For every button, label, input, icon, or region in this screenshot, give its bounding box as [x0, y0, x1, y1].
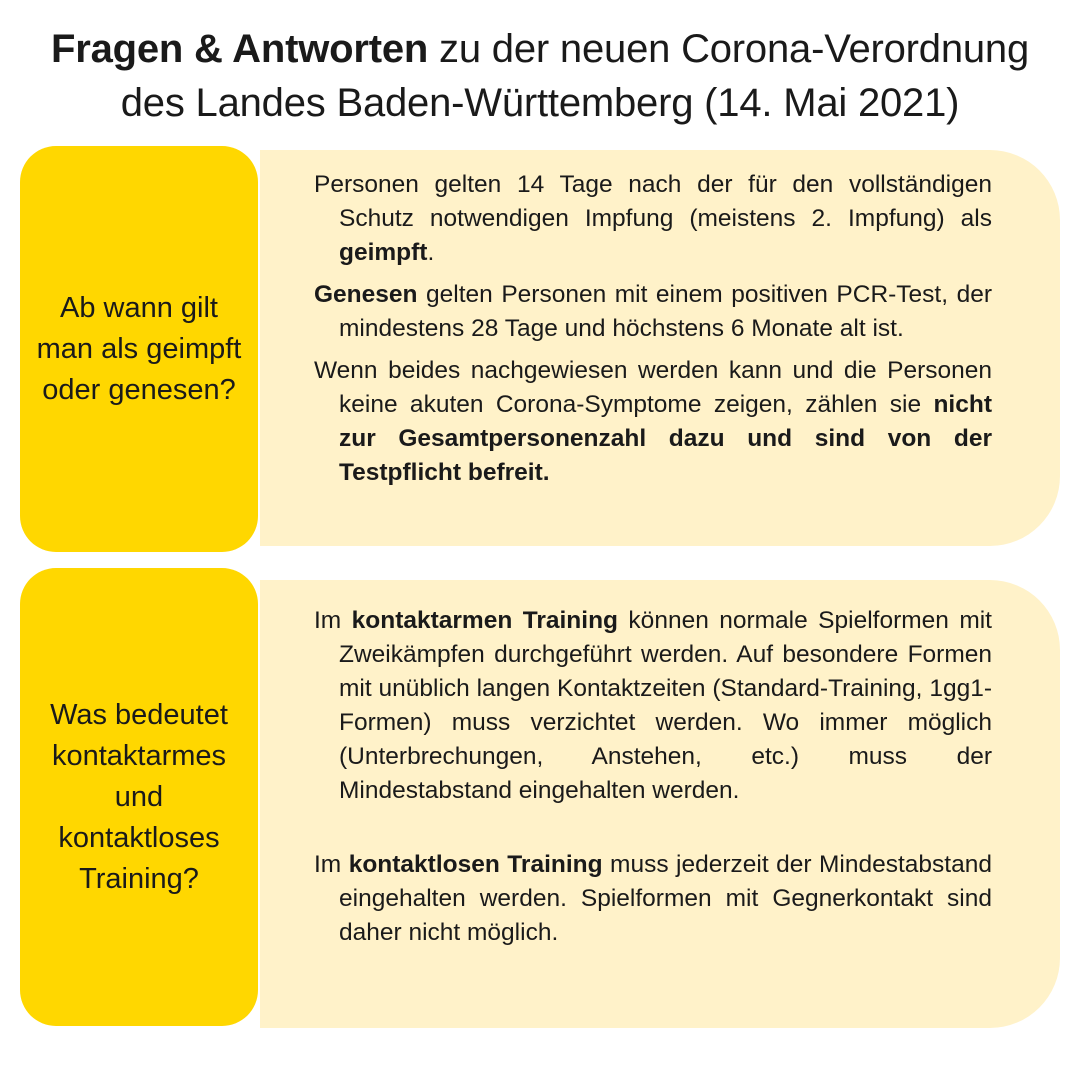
- page-title-bold: Fragen & Antworten: [50, 27, 429, 71]
- answer-2-p2-text2: muss jederzeit der Mindestabstand eingehalten werden. Spielformen mit Gegnerkontakt sind daher nicht möglich.: [339, 851, 992, 946]
- question-box-2: [20, 568, 258, 1026]
- answer-2-p1-text2: können normale Spielformen mit Zweikämpfen durchgeführt werden. Auf besondere Formen mit unüblich langen Kontaktzeiten (Standard-Training, 1gg1-Formen) muss verzichtet werden. Wo immer möglich (Unterbrechungen, Anstehen, etc.) muss der Mindestabstand eingehalten werden.: [339, 607, 992, 804]
- answer-2-p1-text1: Im: [314, 607, 352, 634]
- answer-1-p2-bold1: Genesen: [314, 281, 418, 308]
- answer-2-paragraph-2: [314, 848, 992, 950]
- question-1-text: Ab wann gilt man als geimpft oder genesen?: [36, 291, 242, 406]
- answer-box-2: [260, 580, 1060, 1028]
- answer-1-p3-bold1: nicht zur Gesamtpersonenzahl dazu und sind von der Testpflicht befreit.: [339, 391, 992, 486]
- answer-1-paragraph-1: [314, 168, 992, 270]
- answer-1-paragraph-3: [314, 354, 992, 490]
- answer-box-1: [260, 150, 1060, 546]
- answer-2-paragraph-1: [314, 604, 992, 808]
- answer-2-p1-bold1: kontaktarmen Training: [351, 607, 619, 634]
- page-title: [20, 22, 1060, 130]
- question-box-1: [20, 146, 258, 552]
- answer-1-p3-text1: Wenn beides nachgewiesen werden kann und die Personen keine akuten Corona-Symptome zeigen, zählen sie: [314, 357, 992, 418]
- answer-2-p2-text1: Im: [314, 851, 349, 878]
- answer-2-p2-bold1: kontaktlosen Training: [348, 851, 603, 878]
- page-title-rest: zu der neuen Corona-Verordnung des Landes Baden-Württemberg (14. Mai 2021): [120, 27, 1030, 125]
- answer-1-p2-text1: gelten Personen mit einem positiven PCR-Test, der mindestens 28 Tage und höchstens 6 Monate alt ist.: [339, 281, 992, 342]
- answer-1-paragraph-2: [314, 278, 992, 346]
- answer-1-p1-text1: Personen gelten 14 Tage nach der für den vollständigen Schutz notwendigen Impfung (meistens 2. Impfung) als: [314, 171, 992, 232]
- answer-1-p1-text2: .: [427, 239, 435, 266]
- answer-1-p1-bold1: geimpft: [339, 239, 428, 266]
- question-2-text: Was bedeutet kontaktarmes und kontaktloses Training?: [50, 698, 228, 895]
